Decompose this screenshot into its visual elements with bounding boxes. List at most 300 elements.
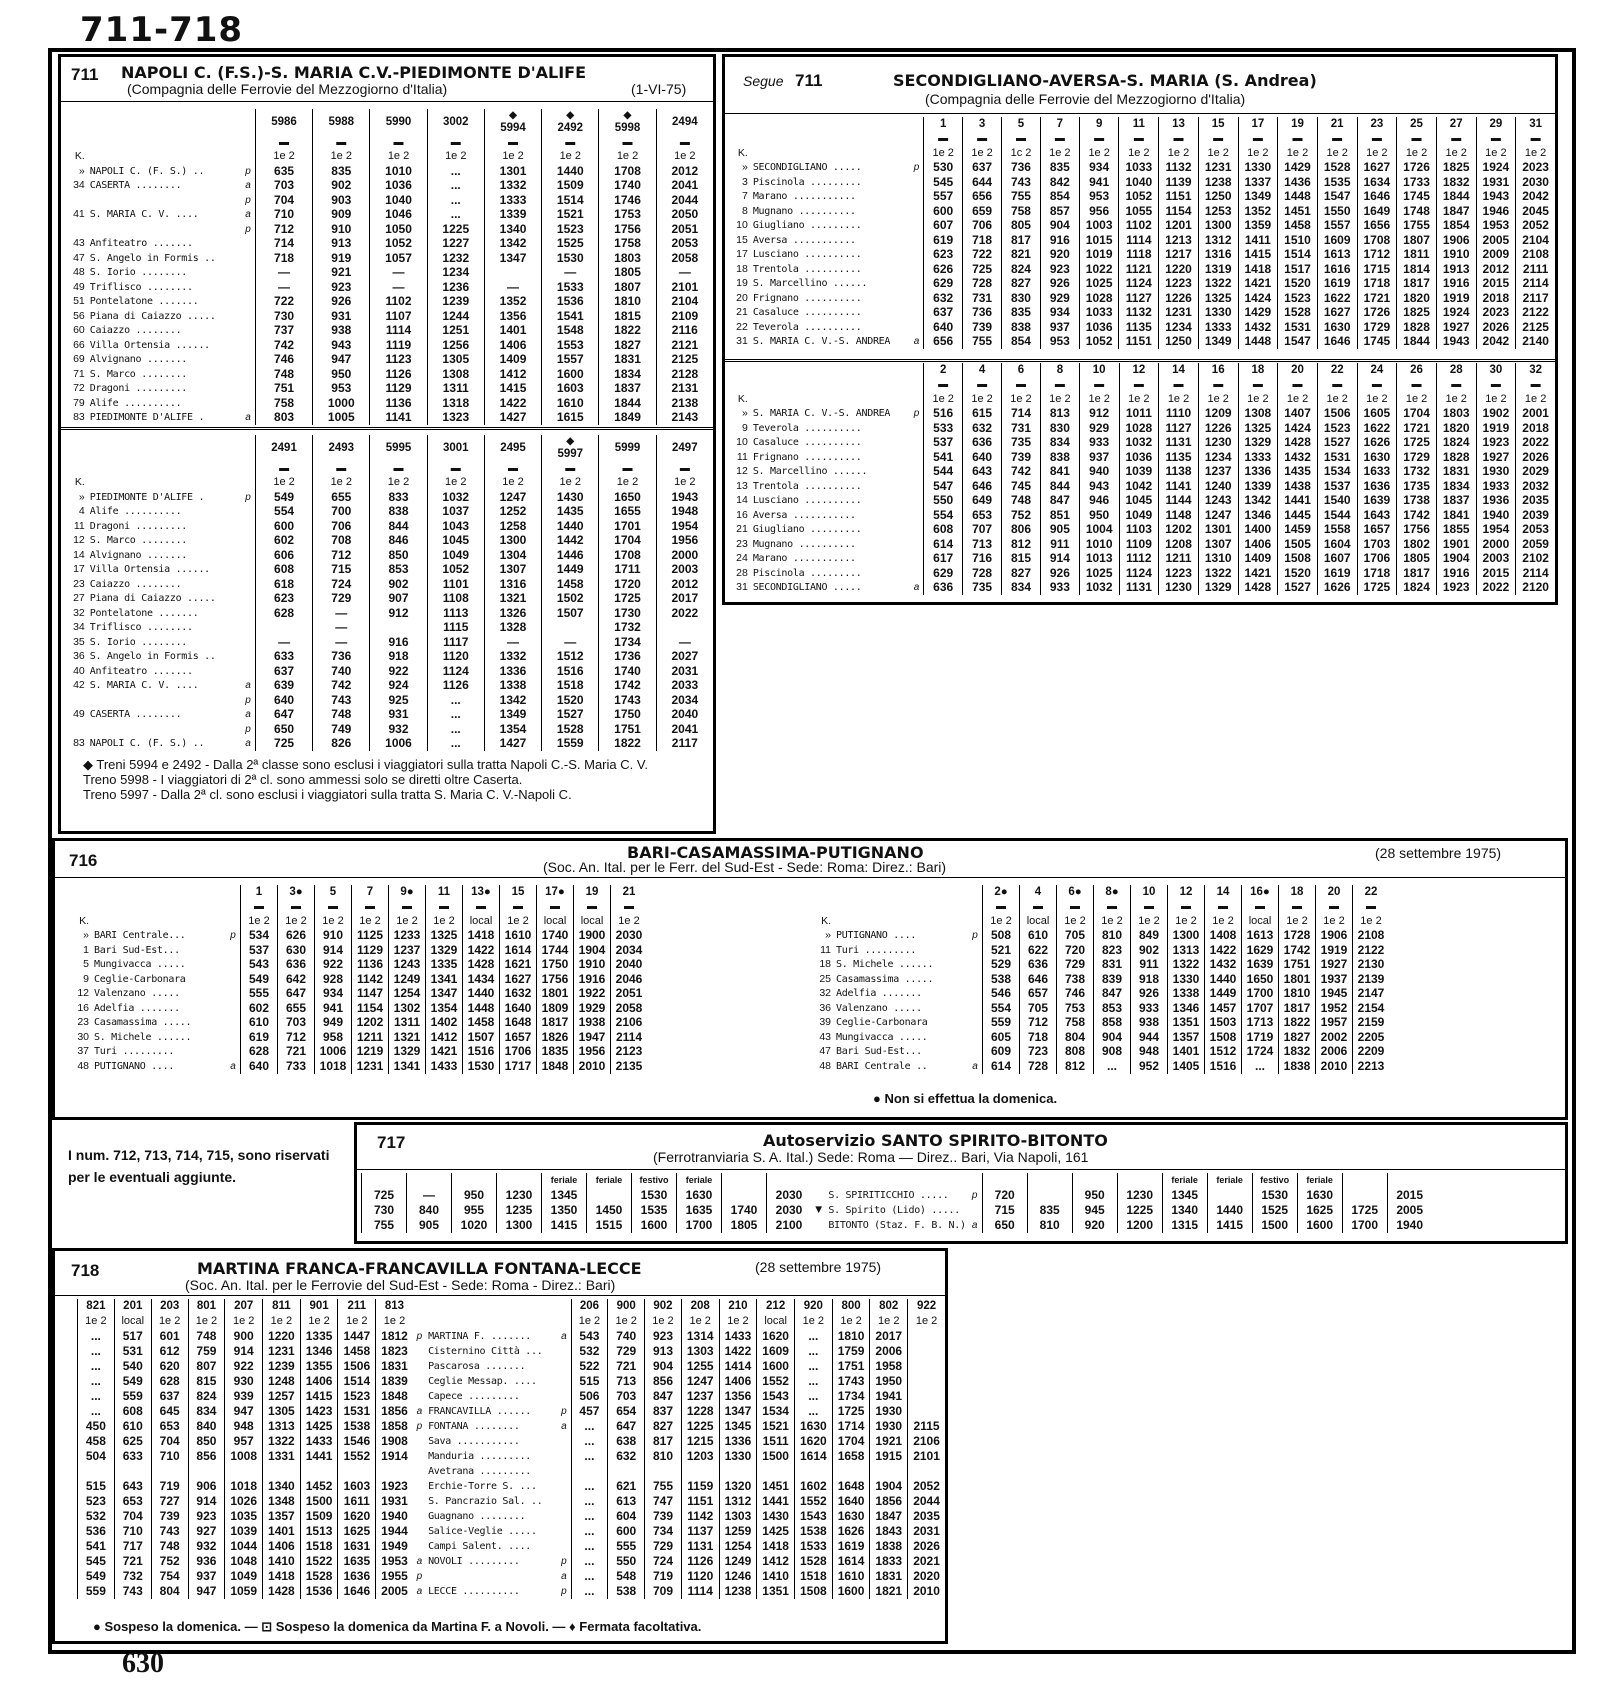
train-number-label: 3● xyxy=(289,885,303,898)
time-cell: 715 xyxy=(313,563,370,578)
station-name: S. MARIA C. V. .... xyxy=(89,209,199,221)
train-icon: ▬ xyxy=(1198,132,1238,147)
time-cell: 1359 xyxy=(1238,219,1278,234)
time-cell: 1528 xyxy=(1278,306,1318,321)
km-value: » xyxy=(741,407,748,420)
time-cell: 1801 xyxy=(1279,972,1316,987)
time-cell: 1823 xyxy=(376,1344,413,1359)
time-cell: 2035 xyxy=(1516,494,1555,509)
train-number xyxy=(1002,363,1041,378)
time-cell: 559 xyxy=(78,1584,115,1599)
time-cell: 610 xyxy=(114,1419,151,1434)
time-cell: 532 xyxy=(78,1509,115,1524)
time-cell: 1336 xyxy=(719,1434,757,1449)
time-cell: 835 xyxy=(1002,306,1041,321)
time-cell: 1234 xyxy=(1159,320,1199,335)
time-cell: 1958 xyxy=(870,1359,908,1374)
time-cell: 2031 xyxy=(656,664,713,679)
time-cell: 1523 xyxy=(542,222,599,237)
time-cell: 1758 xyxy=(599,237,656,252)
time-cell: 1357 xyxy=(1168,1030,1205,1045)
time-cell: 1217 xyxy=(1159,248,1199,263)
arr-dep-flag xyxy=(226,1030,241,1045)
time-cell: 922 xyxy=(315,958,352,973)
time-cell: 1751 xyxy=(832,1359,870,1374)
time-cell: 742 xyxy=(255,338,312,353)
time-cell: 1349 xyxy=(1198,335,1238,350)
time-cell: 2117 xyxy=(1516,291,1555,306)
class-label: 1e 2 xyxy=(352,914,389,929)
time-cell: 559 xyxy=(114,1389,151,1404)
time-cell: 1032 xyxy=(1119,436,1159,451)
time-cell: 1254 xyxy=(389,987,426,1002)
station-name: LECCE .......... xyxy=(428,1586,520,1597)
time-cell: 1231 xyxy=(263,1344,301,1359)
time-cell: 1844 xyxy=(1436,190,1476,205)
time-cell: 1055 xyxy=(1119,204,1159,219)
train-number xyxy=(1242,885,1279,900)
timetable-row xyxy=(63,193,713,208)
arr-dep-flag xyxy=(413,1449,426,1464)
arr-dep-flag xyxy=(413,1479,426,1494)
class-label: 1e 2 xyxy=(300,1314,338,1329)
time-cell: 1636 xyxy=(338,1569,376,1584)
time-cell: 1605 xyxy=(1357,407,1397,422)
time-cell: 938 xyxy=(1131,1016,1168,1031)
time-cell: 2059 xyxy=(1516,537,1555,552)
class-label: 1e 2 xyxy=(427,476,484,491)
train-number-label: 19 xyxy=(1291,117,1304,130)
station-name: PIEDIMONTE D'ALIFE . xyxy=(89,491,205,503)
blank xyxy=(968,914,983,929)
time-cell: 2213 xyxy=(1353,1059,1390,1074)
time-cell: 1258 xyxy=(484,519,541,534)
km-value: 4 xyxy=(78,505,85,518)
time-cell: 707 xyxy=(963,523,1002,538)
time-cell: 752 xyxy=(151,1554,188,1569)
class-label: 1e 2 xyxy=(313,476,370,491)
time-cell: 842 xyxy=(1040,175,1079,190)
km-label xyxy=(727,132,751,147)
timetable-row xyxy=(727,233,1555,248)
arr-dep-flag xyxy=(241,650,255,665)
time-cell: 1913 xyxy=(1436,262,1476,277)
time-cell: 1322 xyxy=(1168,958,1205,973)
time-cell: 2032 xyxy=(1516,479,1555,494)
time-cell: 1657 xyxy=(500,1030,537,1045)
time-cell: 717 xyxy=(114,1539,151,1554)
time-cell: 850 xyxy=(188,1434,225,1449)
time-cell: 625 xyxy=(114,1434,151,1449)
time-cell: 839 xyxy=(1094,972,1131,987)
time-cell: 1126 xyxy=(681,1554,719,1569)
time-cell: 1625 xyxy=(338,1524,376,1539)
train-number-label: 5995 xyxy=(385,441,412,454)
train-number xyxy=(1020,885,1057,900)
time-cell: 1008 xyxy=(225,1449,263,1464)
timetable-row xyxy=(67,987,647,1002)
km-value: 83 xyxy=(73,411,85,424)
train-icon: ▬ xyxy=(1131,900,1168,915)
time-cell: 931 xyxy=(313,309,370,324)
time-cell: 1916 xyxy=(574,972,611,987)
station-name: Alife .......... xyxy=(89,506,182,518)
arr-dep-flag: p xyxy=(230,930,236,942)
time-cell: 1448 xyxy=(463,1001,500,1016)
train-number-label: 17● xyxy=(545,885,565,898)
timetable-row xyxy=(63,534,713,549)
time-cell: 1915 xyxy=(870,1449,908,1464)
class-label: 1e 2 xyxy=(484,150,541,165)
time-cell: 1032 xyxy=(427,490,484,505)
time-cell: 1518 xyxy=(300,1539,338,1554)
train-number xyxy=(983,885,1020,900)
time-cell: 1856 xyxy=(376,1404,413,1419)
timetable-row xyxy=(362,1218,1432,1233)
time-cell: 1346 xyxy=(300,1344,338,1359)
time-cell: 1703 xyxy=(1357,537,1397,552)
time-cell: 1820 xyxy=(1397,291,1437,306)
timetable-row xyxy=(63,505,713,520)
time-cell: 1506 xyxy=(338,1359,376,1374)
time-cell: 926 xyxy=(1040,277,1079,292)
train-number: 210 xyxy=(719,1299,757,1314)
time-cell: 1044 xyxy=(225,1539,263,1554)
class-label: 1e 2 xyxy=(426,914,463,929)
time-cell: 1740 xyxy=(599,664,656,679)
time-cell: 2100 xyxy=(767,1218,812,1233)
time-cell: 1202 xyxy=(352,1016,389,1031)
time-cell: 1410 xyxy=(263,1554,301,1569)
time-cell: 1953 xyxy=(1476,219,1516,234)
time-cell: 725 xyxy=(963,262,1002,277)
km-value: 31 xyxy=(736,581,748,594)
time-cell: 547 xyxy=(924,479,963,494)
km-value: » xyxy=(825,929,831,942)
time-cell: 947 xyxy=(188,1584,225,1599)
class-label: 1e 2 xyxy=(315,914,352,929)
class-label: 1e 2 xyxy=(500,914,537,929)
time-cell: 1535 xyxy=(1317,175,1357,190)
class-label: 1e 2 xyxy=(983,914,1020,929)
time-cell: 854 xyxy=(1002,335,1041,350)
time-cell: 1550 xyxy=(1317,204,1357,219)
time-cell: 926 xyxy=(313,295,370,310)
section-number: 716 xyxy=(69,851,98,870)
time-cell: 1531 xyxy=(1317,450,1357,465)
time-cell: — xyxy=(313,635,370,650)
train-number-label: 18 xyxy=(1290,885,1304,898)
time-cell: 554 xyxy=(924,508,963,523)
time-cell: 1509 xyxy=(542,179,599,194)
time-cell: ... xyxy=(571,1539,608,1554)
arr-dep-flag: a xyxy=(230,1060,236,1072)
time-cell: 608 xyxy=(114,1404,151,1419)
time-cell: 1035 xyxy=(225,1509,263,1524)
time-cell: 1514 xyxy=(1278,248,1318,263)
time-cell: 1700 xyxy=(1342,1218,1387,1233)
time-cell: 904 xyxy=(645,1359,682,1374)
time-cell: 2006 xyxy=(1316,1045,1353,1060)
time-cell: 1748 xyxy=(1397,204,1437,219)
time-cell: ... xyxy=(427,193,484,208)
train-number-label: 8● xyxy=(1105,885,1119,898)
time-cell: 636 xyxy=(963,436,1002,451)
time-cell: 2002 xyxy=(1316,1030,1353,1045)
time-cell: 1927 xyxy=(1316,958,1353,973)
time-cell: 1523 xyxy=(1317,421,1357,436)
time-cell: 1339 xyxy=(484,208,541,223)
time-cell: 606 xyxy=(255,548,312,563)
train-number-label: 5999 xyxy=(614,441,641,454)
time-cell: 1421 xyxy=(1238,566,1278,581)
time-cell: 1837 xyxy=(599,382,656,397)
time-cell: 925 xyxy=(370,693,427,708)
time-cell: 847 xyxy=(1094,987,1131,1002)
train-number-label: 23 xyxy=(1370,117,1384,130)
train-number-label: 14 xyxy=(1216,885,1230,898)
time-cell: 2034 xyxy=(611,943,648,958)
time-cell: 646 xyxy=(963,479,1002,494)
class-label: 1e 2 xyxy=(376,1314,413,1329)
train-number: 201 xyxy=(114,1299,151,1314)
train-number xyxy=(255,109,312,135)
blank xyxy=(241,150,255,165)
arr-dep-flag xyxy=(910,465,924,480)
time-cell: 1458 xyxy=(463,1016,500,1031)
time-cell: 1530 xyxy=(632,1188,677,1203)
time-cell: 1921 xyxy=(870,1434,908,1449)
time-cell: 1438 xyxy=(1278,479,1318,494)
time-cell: 2022 xyxy=(1476,581,1516,596)
time-cell: 1506 xyxy=(1317,407,1357,422)
time-cell: 1949 xyxy=(376,1539,413,1554)
time-cell: 817 xyxy=(645,1434,682,1449)
arr-dep-flag xyxy=(910,277,924,292)
time-cell: 1318 xyxy=(427,396,484,411)
time-cell: 1827 xyxy=(599,338,656,353)
time-cell: 746 xyxy=(1057,987,1094,1002)
arr-dep-flag xyxy=(241,592,255,607)
time-cell: 618 xyxy=(255,577,312,592)
time-cell: ... xyxy=(427,737,484,752)
time-cell: 827 xyxy=(1002,566,1041,581)
time-cell: 1450 xyxy=(587,1203,632,1218)
time-cell: 1422 xyxy=(1205,943,1242,958)
station-name: Casamassima ..... xyxy=(836,973,934,985)
time-cell: 1931 xyxy=(376,1494,413,1509)
time-cell: 1052 xyxy=(370,237,427,252)
time-cell: 830 xyxy=(1040,421,1079,436)
time-cell: 2015 xyxy=(1387,1188,1432,1203)
timetable-row xyxy=(63,737,713,752)
timetable-row xyxy=(67,1016,647,1031)
time-cell: 1310 xyxy=(1198,552,1238,567)
time-cell: 1415 xyxy=(484,382,541,397)
km-header xyxy=(727,363,751,378)
train-number xyxy=(599,435,656,461)
time-cell: 834 xyxy=(1040,436,1079,451)
train-number xyxy=(1040,117,1079,132)
time-cell: 1321 xyxy=(484,592,541,607)
time-cell: 902 xyxy=(313,179,370,194)
time-cell: 933 xyxy=(1079,436,1119,451)
time-cell: 620 xyxy=(151,1359,188,1374)
time-cell: 541 xyxy=(78,1539,115,1554)
time-cell: — xyxy=(656,635,713,650)
time-cell: 1726 xyxy=(1397,161,1437,176)
timetable-row xyxy=(78,1434,946,1449)
ad-header xyxy=(910,117,924,132)
train-number: 922 xyxy=(908,1299,945,1314)
time-cell: 1307 xyxy=(484,563,541,578)
time-cell: 918 xyxy=(370,650,427,665)
time-cell: 837 xyxy=(645,1404,682,1419)
time-cell: 1708 xyxy=(599,548,656,563)
time-cell: 1052 xyxy=(1079,335,1119,350)
time-cell: 2128 xyxy=(656,367,713,382)
train-number xyxy=(1238,117,1278,132)
time-cell: 1513 xyxy=(300,1524,338,1539)
time-cell: 2044 xyxy=(656,193,713,208)
time-cell: 1533 xyxy=(542,280,599,295)
time-cell: 2051 xyxy=(611,987,648,1002)
time-cell xyxy=(908,1404,945,1419)
section-number: 717 xyxy=(377,1133,406,1152)
train-number-label: 18 xyxy=(1251,363,1265,376)
timetable-row xyxy=(63,222,713,237)
blank xyxy=(92,914,226,929)
time-cell: 1406 xyxy=(1238,537,1278,552)
time-cell: 1824 xyxy=(1397,581,1437,596)
time-cell: 1433 xyxy=(719,1329,757,1344)
train-number-label: 12 xyxy=(1179,885,1193,898)
time-cell: 1312 xyxy=(1198,233,1238,248)
time-cell: 1704 xyxy=(1397,407,1437,422)
time-cell: 943 xyxy=(313,338,370,353)
train-number xyxy=(389,885,426,900)
time-cell: 626 xyxy=(278,929,315,944)
time-cell: 956 xyxy=(1079,204,1119,219)
train-icon: ▬ xyxy=(963,378,1002,393)
time-cell: 1629 xyxy=(1242,943,1279,958)
time-cell: 640 xyxy=(255,693,312,708)
time-cell: 904 xyxy=(1094,1030,1131,1045)
time-cell: 1902 xyxy=(1476,407,1516,422)
time-cell: 1914 xyxy=(376,1449,413,1464)
time-cell: 530 xyxy=(924,161,963,176)
time-cell: 2140 xyxy=(1516,335,1555,350)
time-cell: 1340 xyxy=(1162,1203,1207,1218)
timetable-row xyxy=(727,262,1555,277)
km-value: 11 xyxy=(736,450,748,463)
arr-dep-flag xyxy=(241,664,255,679)
time-cell: 806 xyxy=(1002,523,1041,538)
time-cell: 735 xyxy=(963,581,1002,596)
time-cell: 1502 xyxy=(542,592,599,607)
timetable-row xyxy=(63,208,713,223)
time-cell: 748 xyxy=(188,1329,225,1344)
timetable-row xyxy=(63,309,713,324)
time-cell: 1154 xyxy=(1159,204,1199,219)
time-cell: 647 xyxy=(278,987,315,1002)
time-cell: 1832 xyxy=(1279,1045,1316,1060)
time-cell: 1240 xyxy=(1198,479,1238,494)
timetable-row xyxy=(78,1584,946,1599)
train-icon: ▬ xyxy=(1316,900,1353,915)
time-cell xyxy=(656,621,713,636)
train-icon: ▬ xyxy=(1476,132,1516,147)
time-cell: 1010 xyxy=(1079,537,1119,552)
station-name: Ceglie Messap. .... xyxy=(428,1376,537,1387)
time-cell: 729 xyxy=(313,592,370,607)
service-label: festivo xyxy=(1252,1173,1297,1188)
time-cell: 905 xyxy=(407,1218,452,1233)
time-cell: 626 xyxy=(924,262,963,277)
train-number xyxy=(1168,885,1205,900)
arr-dep-flag xyxy=(910,219,924,234)
time-cell: 1330 xyxy=(1168,972,1205,987)
time-cell: 1300 xyxy=(497,1218,542,1233)
blank xyxy=(88,135,241,150)
arr-dep-flag: a xyxy=(913,336,920,348)
time-cell: 1252 xyxy=(484,505,541,520)
time-cell: 1341 xyxy=(389,1059,426,1074)
timetable-secondigliano-smaria xyxy=(727,117,1555,349)
time-cell: 1613 xyxy=(1317,248,1357,263)
time-cell xyxy=(1027,1188,1072,1203)
time-cell: 628 xyxy=(151,1374,188,1389)
time-cell: 643 xyxy=(114,1479,151,1494)
time-cell: 607 xyxy=(924,219,963,234)
time-cell xyxy=(300,1464,338,1479)
time-cell: 1640 xyxy=(832,1494,870,1509)
class-label: 1e 2 xyxy=(278,914,315,929)
time-cell: 1639 xyxy=(1242,958,1279,973)
time-cell: 1432 xyxy=(1238,320,1278,335)
station-name: NAPOLI C. (F. S.) .. xyxy=(89,165,205,177)
time-cell: 1141 xyxy=(1159,479,1199,494)
km-header xyxy=(67,885,92,900)
train-number xyxy=(963,363,1002,378)
time-cell xyxy=(1207,1188,1252,1203)
section-title: NAPOLI C. (F.S.)-S. MARIA C.V.-PIEDIMONTE D'ALIFE xyxy=(121,63,587,82)
time-cell: 1247 xyxy=(484,490,541,505)
time-cell: 1538 xyxy=(338,1419,376,1434)
time-cell: 2114 xyxy=(1516,566,1555,581)
class-label: 1e 2 xyxy=(599,476,656,491)
time-cell: 1440 xyxy=(1207,1203,1252,1218)
time-cell: 1751 xyxy=(1279,958,1316,973)
time-cell: 1834 xyxy=(1436,479,1476,494)
time-cell: 1043 xyxy=(427,519,484,534)
time-cell: 910 xyxy=(315,929,352,944)
time-cell: 1700 xyxy=(677,1218,722,1233)
time-cell: 2125 xyxy=(656,353,713,368)
time-cell: 450 xyxy=(78,1419,115,1434)
time-cell: 1516 xyxy=(1205,1059,1242,1074)
time-cell: 936 xyxy=(188,1554,225,1569)
time-cell: 1329 xyxy=(1238,436,1278,451)
train-icon: ▬ xyxy=(1002,132,1041,147)
class-label: 1e 2 xyxy=(656,476,713,491)
time-cell: 1114 xyxy=(370,324,427,339)
time-cell: 1125 xyxy=(352,929,389,944)
time-cell: 610 xyxy=(241,1016,278,1031)
class-label: 1e 2 xyxy=(908,1314,945,1329)
station-name: Dragoni ......... xyxy=(89,520,188,532)
time-cell: 1308 xyxy=(1238,407,1278,422)
